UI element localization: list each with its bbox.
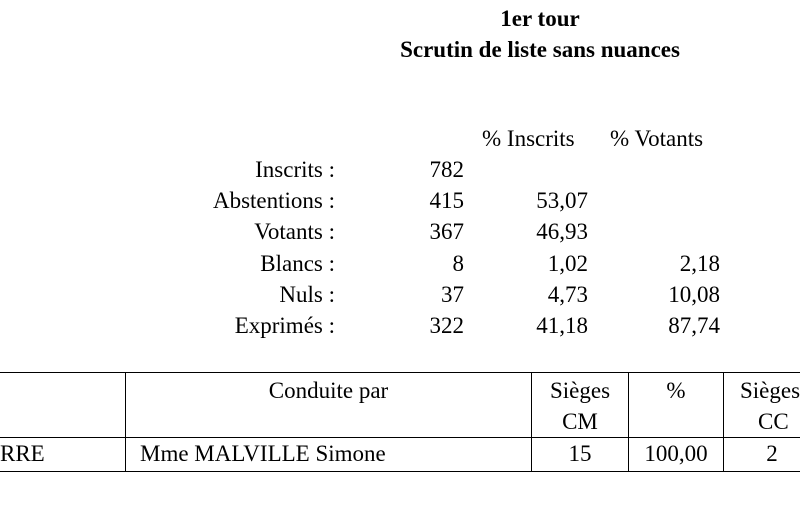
stat-pct-inscrits: 4,73 [547, 282, 588, 307]
row-sieges-cm: 15 [568, 441, 592, 466]
table-bottom-border [0, 471, 800, 472]
results-table [0, 372, 800, 472]
row-conduite-par: Mme MALVILLE Simone [140, 441, 386, 466]
stat-count: 322 [429, 313, 464, 338]
row-sieges-cc: 2 [766, 441, 778, 466]
header-sieges-cm-line2: CM [562, 409, 598, 434]
round-title: 1er tour [500, 6, 580, 31]
stat-label: Blancs : [260, 251, 335, 276]
stat-pct-inscrits: 53,07 [536, 188, 588, 213]
header-pct: % [666, 378, 686, 403]
stat-label: Votants : [254, 219, 335, 244]
row-list-name: RRE [0, 441, 45, 466]
stat-pct-inscrits: 1,02 [547, 251, 588, 276]
header-pct-votants: % Votants [610, 126, 704, 151]
ballot-type-title: Scrutin de liste sans nuances [400, 37, 680, 62]
stat-pct-votants: 10,08 [668, 282, 720, 307]
stat-pct-inscrits: 41,18 [536, 313, 588, 338]
stat-count: 37 [441, 282, 464, 307]
table-header-divider [0, 437, 800, 438]
header-sieges-cc-line1: Sièges [740, 378, 800, 403]
header-conduite-par: Conduite par [268, 378, 389, 403]
header-sieges-cc-line2: CC [758, 409, 789, 434]
stat-count: 782 [429, 157, 464, 182]
stat-count: 367 [429, 219, 464, 244]
stat-pct-votants: 87,74 [668, 313, 720, 338]
stat-count: 415 [429, 188, 464, 213]
stat-pct-inscrits: 46,93 [536, 219, 588, 244]
stat-label: Inscrits : [255, 157, 335, 182]
stat-label: Nuls : [279, 282, 335, 307]
header-sieges-cm-line1: Sièges [549, 378, 611, 403]
stat-pct-votants: 2,18 [679, 251, 720, 276]
header-pct-inscrits: % Inscrits [482, 126, 575, 151]
stat-count: 8 [452, 251, 464, 276]
row-pct: 100,00 [644, 441, 708, 466]
stat-label: Abstentions : [212, 188, 335, 213]
table-top-border [0, 372, 800, 373]
stat-label: Exprimés : [234, 313, 335, 338]
